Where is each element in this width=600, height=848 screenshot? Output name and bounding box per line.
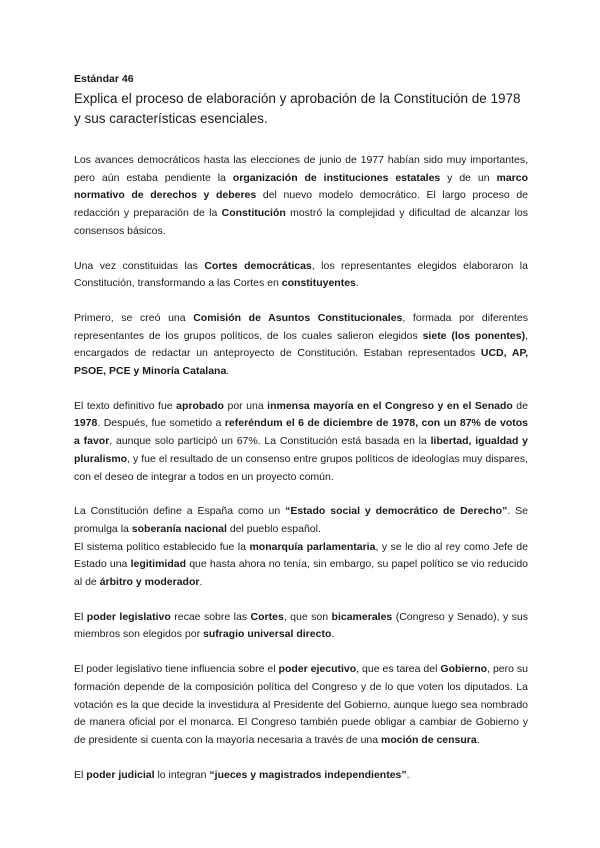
text-run: , y fue el resultado de un consenso entre grupos políticos de ideologías muy dispares, con el deseo de integrar a todos en un proyecto común. bbox=[74, 452, 528, 483]
text-run: El poder legislativo tiene influencia sobre el bbox=[74, 663, 279, 676]
text-run: de bbox=[512, 399, 528, 412]
text-run: recae sobre las bbox=[170, 610, 251, 623]
bold-text: UCD, AP, PSOE, PCE y Minoría Catalana bbox=[74, 347, 529, 378]
text-run: , pero su formación depende de la composición política del Congreso y de lo que voten los diputados. La votación es la que decide la investidura al Presidente del Gobierno, aunque luego sea nombrado de manera oficial por el monarca. El Congreso también puede obligar a cambiar de Gobierno y de presidente si cuenta con la mayoría necesaria a través de una bbox=[74, 663, 529, 746]
bold-text: sufragio universal directo bbox=[202, 628, 332, 641]
bold-text: monarquía parlamentaria bbox=[249, 540, 376, 553]
text-run: . Después, fue sometido a bbox=[97, 417, 225, 430]
text-run: , encargados de redactar un anteproyecto de Constitución. Estaban representados bbox=[74, 329, 528, 360]
document-body bbox=[74, 152, 528, 784]
bold-text: marco normativo de derechos y deberes bbox=[74, 171, 528, 202]
text-run: La Constitución define a España como un bbox=[74, 505, 286, 518]
document-title: Explica el proceso de elaboración y aprobación de la Constitución de 1978 y sus características esenciales. bbox=[74, 91, 521, 126]
text-run: , aunque solo participó un 67%. La Constitución está basada en la bbox=[109, 435, 431, 448]
bold-text: inmensa mayoría en el Congreso y en el Senado bbox=[267, 399, 513, 412]
text-run: y de un bbox=[440, 171, 497, 184]
paragraph bbox=[74, 310, 528, 381]
bold-text: soberanía nacional bbox=[131, 522, 227, 535]
text-run: . bbox=[226, 365, 230, 378]
bold-text: árbitro y moderador bbox=[99, 576, 200, 589]
standard-label: Estándar 46 bbox=[74, 73, 134, 85]
text-run: . bbox=[476, 733, 480, 746]
bold-text: 1978 bbox=[74, 417, 98, 430]
text-run: , los representantes elegidos elaboraron la Constitución, transformando a las Cortes en bbox=[74, 259, 528, 290]
document-page bbox=[74, 72, 528, 801]
bold-text: “jueces y magistrados independientes” bbox=[209, 768, 407, 781]
paragraph bbox=[74, 609, 528, 644]
paragraph bbox=[74, 152, 528, 241]
text-run: del nuevo modelo democrático. El largo proceso de redacción y preparación de la bbox=[74, 189, 528, 220]
bold-text: legitimidad bbox=[130, 558, 187, 571]
text-run: . bbox=[199, 576, 203, 589]
text-run: , formada por diferentes representantes de los grupos políticos, de los cuales salieron elegidos bbox=[74, 311, 528, 342]
text-run: El texto definitivo fue bbox=[74, 399, 177, 412]
bold-text: moción de censura bbox=[381, 733, 477, 746]
text-run: mostró la complejidad y dificultad de alcanzar los consensos básicos. bbox=[74, 207, 528, 237]
text-run: El sistema político establecido fue la bbox=[74, 540, 250, 553]
paragraph bbox=[74, 767, 528, 785]
bold-text: organización de instituciones estatales bbox=[232, 171, 441, 184]
text-run: Primero, se creó una bbox=[74, 311, 194, 324]
bold-text: poder judicial bbox=[86, 768, 155, 781]
bold-text: “Estado social y democrático de Derecho” bbox=[285, 505, 508, 518]
text-run: del pueblo español. bbox=[226, 522, 321, 535]
paragraph bbox=[74, 503, 528, 592]
bold-text: siete (los ponentes) bbox=[422, 329, 526, 342]
bold-text: Cortes democráticas bbox=[204, 259, 312, 272]
text-run: . bbox=[331, 628, 335, 641]
text-run: . bbox=[406, 768, 410, 781]
bold-text: aprobado bbox=[176, 399, 224, 412]
bold-text: bicamerales bbox=[331, 610, 393, 623]
bold-text: Gobierno bbox=[440, 663, 488, 676]
bold-text: Comisión de Asuntos Constitucionales bbox=[193, 311, 403, 324]
bold-text: Cortes bbox=[250, 610, 284, 623]
text-run: que hasta ahora no tenía, sin embargo, su papel político se vio reducido al de bbox=[74, 558, 528, 589]
bold-text: Constitución bbox=[221, 207, 286, 220]
text-run: , que es tarea del bbox=[356, 663, 441, 676]
text-run: , que son bbox=[283, 610, 332, 623]
bold-text: constituyentes bbox=[281, 277, 356, 290]
text-run: El bbox=[74, 610, 87, 623]
text-run: por una bbox=[223, 399, 268, 412]
text-run: Los avances democráticos hasta las elecciones de junio de 1977 habían sido muy importantes, pero aún estaba pendiente la bbox=[74, 154, 528, 184]
text-run: Una vez constituidas las bbox=[74, 259, 205, 272]
text-run: , y se le dio al rey como Jefe de Estado una bbox=[74, 540, 528, 571]
paragraph bbox=[74, 398, 528, 487]
text-run: lo integran bbox=[154, 768, 210, 781]
paragraph bbox=[74, 661, 528, 750]
bold-text: poder ejecutivo bbox=[278, 663, 357, 676]
bold-text: libertad, igualdad y pluralismo bbox=[74, 435, 529, 465]
bold-text: referéndum el 6 de diciembre de 1978, con un 87% de votos a favor bbox=[74, 417, 529, 448]
text-run: (Congreso y Senado), y sus miembros son elegidos por bbox=[74, 610, 529, 641]
text-run: . Se promulga la bbox=[74, 505, 529, 535]
paragraph bbox=[74, 258, 528, 293]
bold-text: poder legislativo bbox=[86, 610, 171, 623]
text-run: . bbox=[355, 277, 359, 290]
text-run: El bbox=[74, 768, 87, 781]
